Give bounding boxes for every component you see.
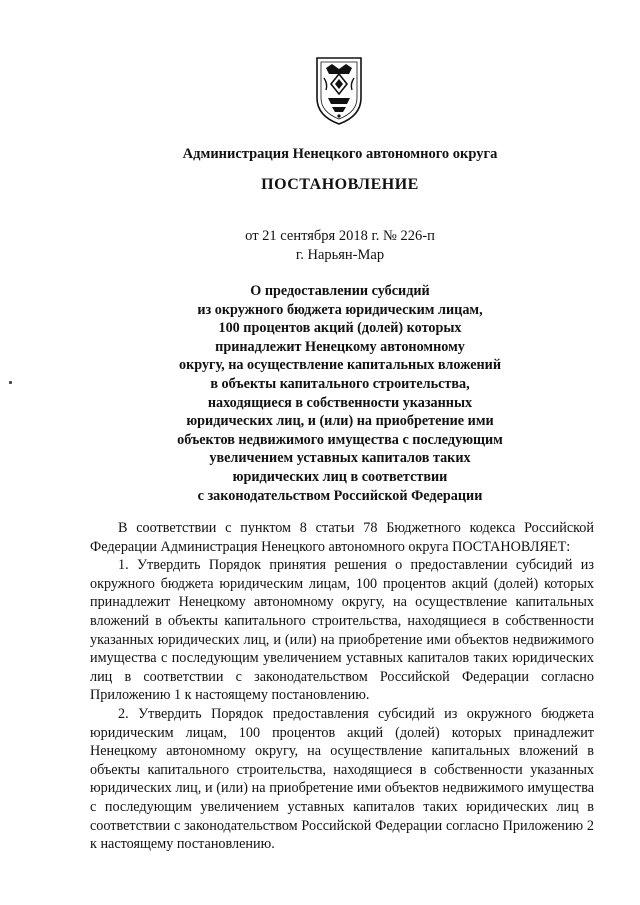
title-line: объектов недвижимого имущества с последующим [177,431,503,448]
document-body [90,519,594,854]
title-line: 100 процентов акций (долей) которых [218,320,462,337]
document-title [140,282,540,505]
coat-of-arms-icon [314,54,364,126]
title-line: округу, на осуществление капитальных вложений [178,357,502,374]
title-line: принадлежит Ненецкому автономному [215,338,465,355]
title-line: с законодательством Российской Федерации [197,487,483,504]
title-line: из окружного бюджета юридическим лицам, [197,301,483,318]
title-line: юридических лиц, и (или) на приобретение ими [186,413,494,430]
title-line: в объекты капитального строительства, [210,375,470,392]
city: г. Нарьян-Мар [295,247,385,263]
clause-2-paragraph: 2. Утвердить Порядок предоставления субсидий из окружного бюджета юридическим лицам, 100 процентов акций (долей) которых принадлежит Ненецкому автономному округу, на осуществление капитальных вложений в объекты капитального строительства, находящиеся в собственности указанных юридических лиц, и (или) на приобретение ими объектов недвижимого имущества с последующим увеличением уставных капиталов таких юридических лиц в соответствии с законодательством Российской Федерации согласно Приложению 2 к настоящему постановлению. [90,705,594,853]
date-and-number: от 21 сентября 2018 г. № 226-п [245,228,435,244]
title-line: юридических лиц в соответствии [232,468,448,485]
margin-mark [9,381,12,384]
title-line: находящиеся в собственности указанных [207,394,473,411]
clause-1-paragraph: 1. Утвердить Порядок принятия решения о предоставлении субсидий из окружного бюджета юридическим лицам, 100 процентов акций (долей) которых принадлежит Ненецкому автономному округу, на осуществление капитальных вложений в объекты капитального строительства, находящиеся в собственности указанных юридических лиц, и (или) на приобретение ими объектов недвижимого имущества с последующим увеличением уставных капиталов таких юридических лиц в соответствии с законодательством Российской Федерации согласно Приложению 1 к настоящему постановлению. [90,557,594,704]
organization-name: Администрация Ненецкого автономного округа [182,146,498,162]
title-line: увеличением уставных капиталов таких [209,450,471,467]
preamble-paragraph: В соответствии с пунктом 8 статьи 78 Бюджетного кодекса Российской Федерации Администрация Ненецкого автономного округа ПОСТАНОВЛЯЕТ: [90,520,594,555]
document-type: ПОСТАНОВЛЕНИЕ [261,176,419,193]
title-line: О предоставлении субсидий [250,283,430,299]
